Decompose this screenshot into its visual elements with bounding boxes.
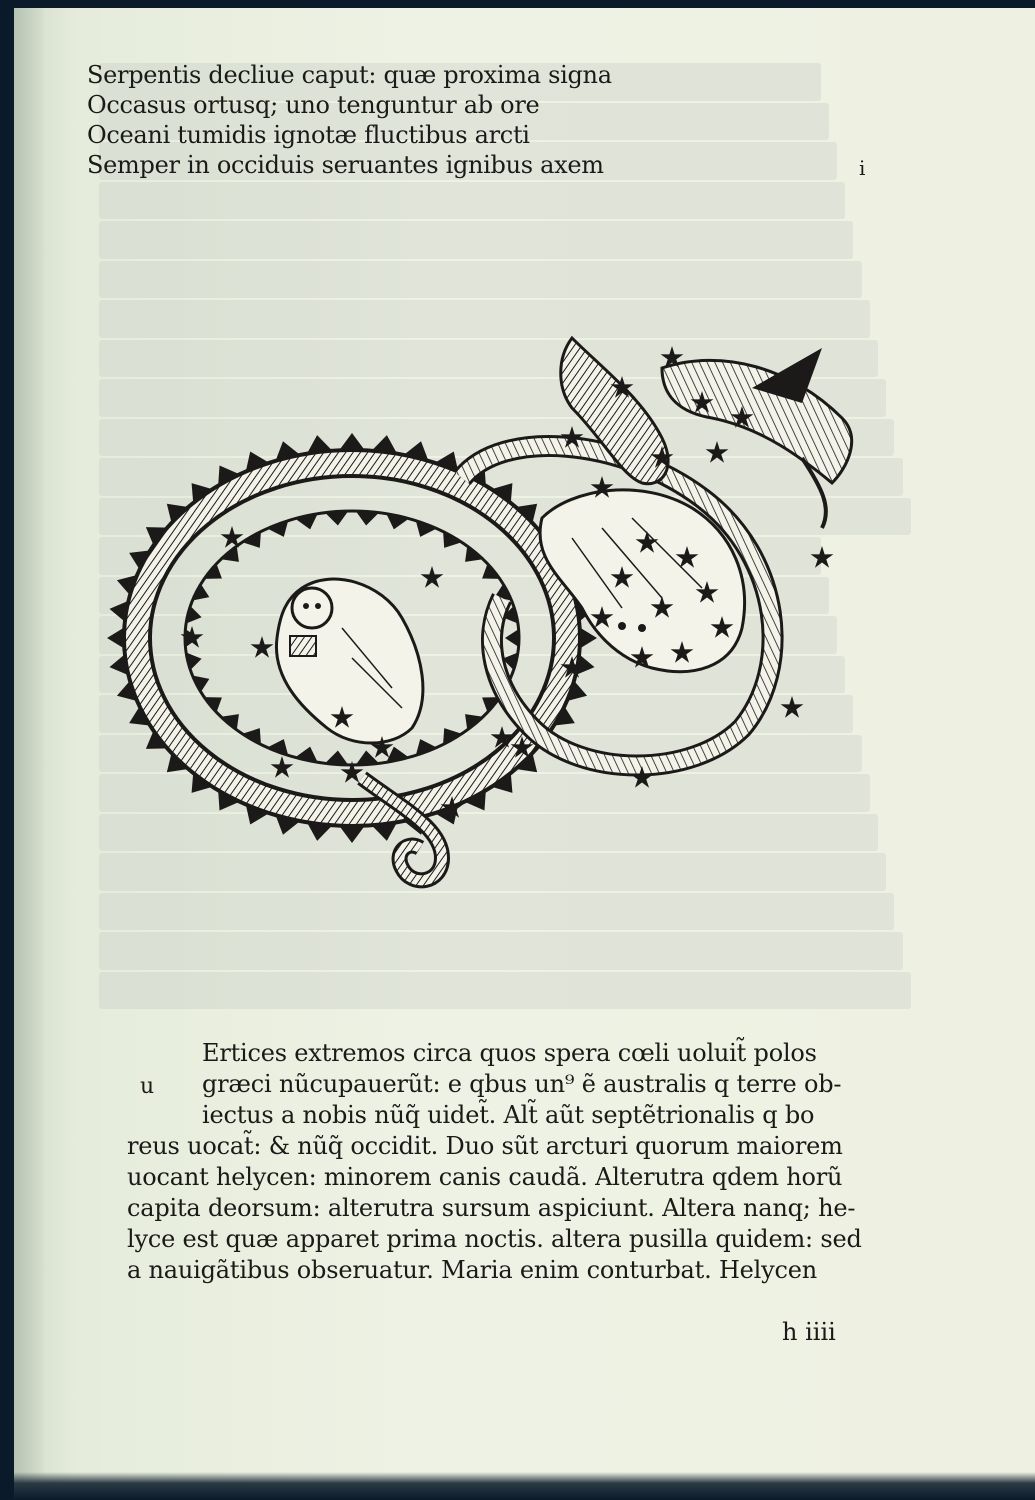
dragon-inner-spike: [356, 511, 379, 525]
prose-line: lyce est quæ apparet prima noctis. altera pusilla quidem: sed: [127, 1225, 862, 1253]
dragon-inner-spike: [325, 511, 348, 525]
show-through-line: [99, 221, 853, 259]
dragon-spike: [371, 821, 398, 841]
verse-marker: i: [859, 156, 866, 180]
dragon-spike: [338, 825, 365, 843]
verse-line: Serpentis decliue caput: quæ proxima signa: [87, 61, 612, 89]
dragon-spike: [371, 435, 398, 455]
little-bear-figure: [276, 579, 422, 743]
verse-line: Semper in occiduis seruantes ignibus axem: [87, 151, 604, 179]
show-through-line: [99, 893, 894, 931]
dragon-spike: [306, 821, 333, 841]
show-through-line: [99, 182, 845, 220]
prose-line: capita deorsum: alterutra sursum aspiciunt. Altera nanq; he-: [127, 1194, 856, 1222]
star-icon: [706, 441, 729, 463]
prose-line: uocant helycen: minorem canis caudã. Alterutra qdem horũ: [127, 1163, 843, 1191]
star-icon: [781, 696, 804, 718]
prose-line: græci nũcupauerũt: e qbus un⁹ ẽ australis q terre ob-: [202, 1070, 842, 1098]
dragon-inner-spike: [465, 714, 483, 730]
prose-line: Ertices extremos circa quos spera cœli uoluit̃ polos: [202, 1039, 817, 1067]
verse-block: [87, 60, 687, 180]
book-page: [14, 8, 1035, 1500]
verse-line: Oceani tumidis ignotæ fluctibus arcti: [87, 121, 530, 149]
show-through-line: [99, 261, 862, 299]
dragon-inner-spike: [505, 629, 519, 647]
draco-woodcut-illustration: [102, 308, 882, 898]
page-bottom-edge: [14, 1472, 1035, 1500]
dragon-inner-spike: [221, 714, 239, 730]
page-gutter-shadow: [14, 8, 46, 1500]
show-through-line: [99, 972, 911, 1010]
dragon-spike: [107, 627, 125, 649]
signature-mark: h iiii: [782, 1318, 836, 1346]
dragon-inner-spike: [325, 751, 348, 765]
star-icon: [251, 636, 274, 658]
dragon-inner-spike: [465, 546, 483, 562]
dragon-spike: [338, 433, 365, 451]
drop-cap-guide-letter: u: [140, 1074, 155, 1099]
prose-line: a nauigãtibus obseruatur. Maria enim conturbat. Helycen: [127, 1256, 818, 1284]
verse-line: Occasus ortusq; uno tenguntur ab ore: [87, 91, 540, 119]
star-icon: [811, 546, 834, 568]
prose-line: reus uocat̃: & nũq̃ occidit. Duo sũt arcturi quorum maiorem: [127, 1132, 843, 1160]
prose-block: [127, 1038, 907, 1286]
dragon-inner-spike: [221, 546, 239, 562]
prose-line: iectus a nobis nũq̃ uidet̃. Alt̃ aũt septẽtrionalis q bo: [202, 1101, 815, 1129]
show-through-line: [99, 932, 903, 970]
star-icon: [271, 756, 294, 778]
star-icon: [421, 566, 444, 588]
dragon-inner-spike: [356, 751, 379, 765]
dragon-spike: [306, 435, 333, 455]
